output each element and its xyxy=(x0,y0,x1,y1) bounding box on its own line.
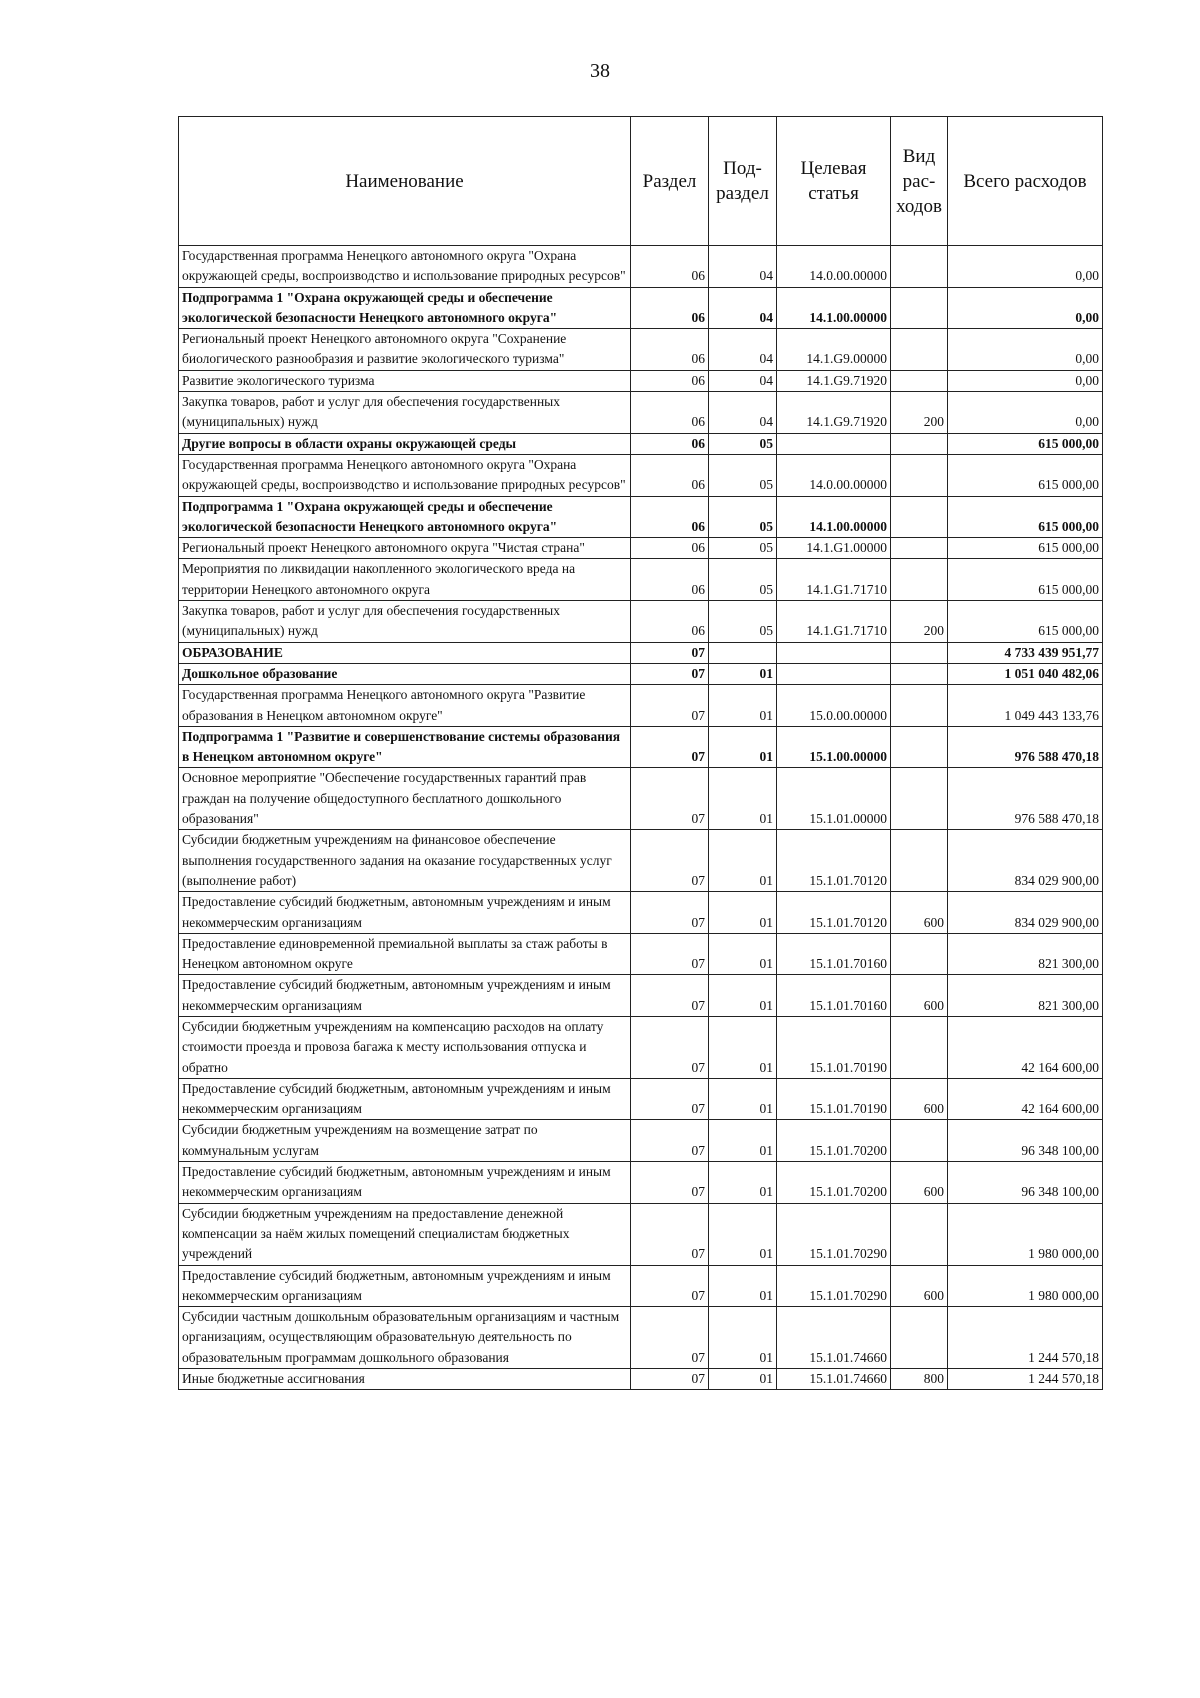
table-row xyxy=(179,370,1103,391)
cell-total: 615 000,00 xyxy=(948,433,1103,454)
cell-vid xyxy=(891,726,948,768)
table-row xyxy=(179,663,1103,684)
cell-statya: 14.1.G9.71920 xyxy=(777,392,891,434)
cell-name: Подпрограмма 1 "Развитие и совершенствование системы образования в Ненецком автономном округе" xyxy=(179,726,631,768)
cell-name: Субсидии бюджетным учреждениям на финансовое обеспечение выполнения государственного задания на оказание государственных услуг (выполнение работ) xyxy=(179,830,631,892)
cell-vid: 800 xyxy=(891,1369,948,1390)
cell-podrazdel: 01 xyxy=(709,1016,777,1078)
cell-vid xyxy=(891,454,948,496)
table-row xyxy=(179,1120,1103,1162)
cell-statya: 15.1.01.70190 xyxy=(777,1016,891,1078)
cell-name: Государственная программа Ненецкого автономного округа "Охрана окружающей среды, воспроизводство и использование природных ресурсов" xyxy=(179,454,631,496)
budget-table xyxy=(178,116,1103,1390)
cell-razdel: 07 xyxy=(631,768,709,830)
cell-razdel: 07 xyxy=(631,933,709,975)
cell-statya: 15.1.01.70120 xyxy=(777,830,891,892)
cell-total: 976 588 470,18 xyxy=(948,726,1103,768)
cell-vid xyxy=(891,768,948,830)
cell-name: Мероприятия по ликвидации накопленного экологического вреда на территории Ненецкого автономного округа xyxy=(179,559,631,601)
cell-statya: 14.1.G1.00000 xyxy=(777,538,891,559)
cell-podrazdel: 05 xyxy=(709,559,777,601)
header-podrazdel: Под- раздел xyxy=(709,117,777,246)
header-total: Всего расходов xyxy=(948,117,1103,246)
cell-razdel: 06 xyxy=(631,329,709,371)
cell-total: 1 244 570,18 xyxy=(948,1307,1103,1369)
cell-vid xyxy=(891,559,948,601)
cell-vid xyxy=(891,933,948,975)
header-statya: Целевая статья xyxy=(777,117,891,246)
cell-razdel: 07 xyxy=(631,1307,709,1369)
cell-statya: 14.0.00.00000 xyxy=(777,246,891,288)
cell-statya: 15.0.00.00000 xyxy=(777,685,891,727)
table-row xyxy=(179,1265,1103,1307)
cell-razdel: 07 xyxy=(631,1265,709,1307)
cell-statya: 15.1.01.70160 xyxy=(777,933,891,975)
cell-statya: 14.1.G1.71710 xyxy=(777,559,891,601)
cell-total: 615 000,00 xyxy=(948,601,1103,643)
cell-total: 96 348 100,00 xyxy=(948,1162,1103,1204)
cell-vid xyxy=(891,1120,948,1162)
cell-razdel: 07 xyxy=(631,1369,709,1390)
cell-podrazdel: 01 xyxy=(709,892,777,934)
cell-total: 4 733 439 951,77 xyxy=(948,642,1103,663)
cell-statya: 15.1.01.70190 xyxy=(777,1078,891,1120)
cell-name: Предоставление субсидий бюджетным, автономным учреждениям и иным некоммерческим организациям xyxy=(179,1265,631,1307)
cell-razdel: 06 xyxy=(631,370,709,391)
cell-vid xyxy=(891,1203,948,1265)
table-row xyxy=(179,1307,1103,1369)
cell-name: Региональный проект Ненецкого автономного округа "Чистая страна" xyxy=(179,538,631,559)
table-row xyxy=(179,933,1103,975)
cell-razdel: 06 xyxy=(631,601,709,643)
table-row xyxy=(179,892,1103,934)
cell-podrazdel: 05 xyxy=(709,538,777,559)
table-row xyxy=(179,601,1103,643)
cell-statya: 15.1.00.00000 xyxy=(777,726,891,768)
table-header-row xyxy=(179,117,1103,246)
table-row xyxy=(179,538,1103,559)
cell-name: ОБРАЗОВАНИЕ xyxy=(179,642,631,663)
cell-total: 96 348 100,00 xyxy=(948,1120,1103,1162)
cell-statya: 14.1.00.00000 xyxy=(777,496,891,538)
cell-podrazdel: 01 xyxy=(709,1162,777,1204)
cell-podrazdel: 01 xyxy=(709,830,777,892)
cell-total: 615 000,00 xyxy=(948,496,1103,538)
cell-name: Закупка товаров, работ и услуг для обеспечения государственных (муниципальных) нужд xyxy=(179,392,631,434)
cell-podrazdel: 01 xyxy=(709,933,777,975)
cell-razdel: 06 xyxy=(631,454,709,496)
cell-podrazdel: 04 xyxy=(709,287,777,329)
cell-total: 42 164 600,00 xyxy=(948,1016,1103,1078)
cell-vid: 600 xyxy=(891,1078,948,1120)
cell-vid: 600 xyxy=(891,1162,948,1204)
table-row xyxy=(179,454,1103,496)
cell-total: 834 029 900,00 xyxy=(948,830,1103,892)
cell-name: Предоставление субсидий бюджетным, автономным учреждениям и иным некоммерческим организациям xyxy=(179,892,631,934)
cell-podrazdel: 01 xyxy=(709,1078,777,1120)
cell-name: Развитие экологического туризма xyxy=(179,370,631,391)
cell-razdel: 07 xyxy=(631,892,709,934)
cell-name: Государственная программа Ненецкого автономного округа "Развитие образования в Ненецком автономном округе" xyxy=(179,685,631,727)
cell-statya: 14.1.00.00000 xyxy=(777,287,891,329)
cell-total: 0,00 xyxy=(948,370,1103,391)
cell-total: 1 980 000,00 xyxy=(948,1203,1103,1265)
header-name: Наименование xyxy=(179,117,631,246)
table-row xyxy=(179,496,1103,538)
table-row xyxy=(179,392,1103,434)
cell-statya xyxy=(777,433,891,454)
cell-name: Региональный проект Ненецкого автономного округа "Сохранение биологического разнообразия и развитие экологического туризма" xyxy=(179,329,631,371)
cell-vid: 200 xyxy=(891,392,948,434)
table-row xyxy=(179,1016,1103,1078)
cell-name: Иные бюджетные ассигнования xyxy=(179,1369,631,1390)
cell-statya: 14.1.G9.00000 xyxy=(777,329,891,371)
cell-podrazdel: 01 xyxy=(709,726,777,768)
cell-total: 976 588 470,18 xyxy=(948,768,1103,830)
cell-vid: 600 xyxy=(891,975,948,1017)
cell-statya: 14.1.G1.71710 xyxy=(777,601,891,643)
cell-statya: 15.1.01.70290 xyxy=(777,1203,891,1265)
cell-total: 834 029 900,00 xyxy=(948,892,1103,934)
cell-podrazdel xyxy=(709,642,777,663)
cell-vid xyxy=(891,370,948,391)
cell-name: Другие вопросы в области охраны окружающей среды xyxy=(179,433,631,454)
cell-podrazdel: 01 xyxy=(709,685,777,727)
cell-name: Государственная программа Ненецкого автономного округа "Охрана окружающей среды, воспроизводство и использование природных ресурсов" xyxy=(179,246,631,288)
cell-podrazdel: 04 xyxy=(709,329,777,371)
cell-vid xyxy=(891,642,948,663)
table-row xyxy=(179,246,1103,288)
cell-statya: 15.1.01.70160 xyxy=(777,975,891,1017)
cell-name: Подпрограмма 1 "Охрана окружающей среды и обеспечение экологической безопасности Ненецкого автономного округа" xyxy=(179,496,631,538)
cell-vid xyxy=(891,496,948,538)
cell-statya: 14.0.00.00000 xyxy=(777,454,891,496)
cell-statya xyxy=(777,642,891,663)
table-row xyxy=(179,433,1103,454)
cell-name: Субсидии бюджетным учреждениям на возмещение затрат по коммунальным услугам xyxy=(179,1120,631,1162)
table-row xyxy=(179,287,1103,329)
cell-name: Субсидии частным дошкольным образовательным организациям и частным организациям, осуществляющим образовательную деятельность по образовательным программам дошкольного образования xyxy=(179,1307,631,1369)
cell-podrazdel: 05 xyxy=(709,433,777,454)
table-row xyxy=(179,1162,1103,1204)
cell-total: 0,00 xyxy=(948,392,1103,434)
cell-podrazdel: 05 xyxy=(709,454,777,496)
table-row xyxy=(179,726,1103,768)
table-row xyxy=(179,329,1103,371)
cell-name: Дошкольное образование xyxy=(179,663,631,684)
cell-total: 615 000,00 xyxy=(948,559,1103,601)
cell-podrazdel: 01 xyxy=(709,1369,777,1390)
cell-statya: 14.1.G9.71920 xyxy=(777,370,891,391)
cell-statya: 15.1.01.70120 xyxy=(777,892,891,934)
cell-statya: 15.1.01.00000 xyxy=(777,768,891,830)
cell-podrazdel: 04 xyxy=(709,246,777,288)
cell-podrazdel: 01 xyxy=(709,768,777,830)
cell-razdel: 07 xyxy=(631,1162,709,1204)
cell-razdel: 07 xyxy=(631,1016,709,1078)
cell-podrazdel: 01 xyxy=(709,1307,777,1369)
cell-name: Субсидии бюджетным учреждениям на компенсацию расходов на оплату стоимости проезда и провоза багажа к месту использования отпуска и обратно xyxy=(179,1016,631,1078)
table-row xyxy=(179,830,1103,892)
cell-name: Предоставление единовременной премиальной выплаты за стаж работы в Ненецком автономном округе xyxy=(179,933,631,975)
cell-vid xyxy=(891,433,948,454)
cell-vid xyxy=(891,1016,948,1078)
cell-vid xyxy=(891,329,948,371)
cell-podrazdel: 01 xyxy=(709,975,777,1017)
cell-vid xyxy=(891,1307,948,1369)
cell-total: 0,00 xyxy=(948,287,1103,329)
cell-statya: 15.1.01.74660 xyxy=(777,1307,891,1369)
cell-podrazdel: 04 xyxy=(709,392,777,434)
cell-razdel: 06 xyxy=(631,538,709,559)
table-row xyxy=(179,1369,1103,1390)
cell-podrazdel: 05 xyxy=(709,601,777,643)
cell-podrazdel: 05 xyxy=(709,496,777,538)
cell-total: 615 000,00 xyxy=(948,538,1103,559)
cell-vid xyxy=(891,538,948,559)
cell-statya: 15.1.01.70290 xyxy=(777,1265,891,1307)
cell-total: 1 051 040 482,06 xyxy=(948,663,1103,684)
cell-podrazdel: 01 xyxy=(709,1265,777,1307)
cell-vid xyxy=(891,287,948,329)
cell-total: 0,00 xyxy=(948,329,1103,371)
cell-total: 821 300,00 xyxy=(948,933,1103,975)
cell-name: Основное мероприятие "Обеспечение государственных гарантий прав граждан на получение общедоступного бесплатного дошкольного образования" xyxy=(179,768,631,830)
cell-razdel: 06 xyxy=(631,287,709,329)
cell-razdel: 07 xyxy=(631,830,709,892)
cell-razdel: 07 xyxy=(631,1078,709,1120)
table-row xyxy=(179,1078,1103,1120)
cell-razdel: 07 xyxy=(631,1203,709,1265)
table-row xyxy=(179,685,1103,727)
cell-vid xyxy=(891,246,948,288)
table-row xyxy=(179,642,1103,663)
cell-podrazdel: 01 xyxy=(709,1120,777,1162)
cell-name: Предоставление субсидий бюджетным, автономным учреждениям и иным некоммерческим организациям xyxy=(179,1162,631,1204)
table-row xyxy=(179,975,1103,1017)
cell-total: 615 000,00 xyxy=(948,454,1103,496)
cell-statya: 15.1.01.70200 xyxy=(777,1120,891,1162)
cell-total: 1 980 000,00 xyxy=(948,1265,1103,1307)
cell-razdel: 06 xyxy=(631,246,709,288)
cell-razdel: 07 xyxy=(631,642,709,663)
header-vid: Вид рас- ходов xyxy=(891,117,948,246)
cell-vid: 600 xyxy=(891,892,948,934)
cell-name: Подпрограмма 1 "Охрана окружающей среды и обеспечение экологической безопасности Ненецкого автономного округа" xyxy=(179,287,631,329)
cell-name: Закупка товаров, работ и услуг для обеспечения государственных (муниципальных) нужд xyxy=(179,601,631,643)
cell-statya xyxy=(777,663,891,684)
cell-razdel: 07 xyxy=(631,663,709,684)
cell-podrazdel: 01 xyxy=(709,663,777,684)
cell-razdel: 07 xyxy=(631,685,709,727)
cell-name: Предоставление субсидий бюджетным, автономным учреждениям и иным некоммерческим организациям xyxy=(179,975,631,1017)
header-razdel: Раздел xyxy=(631,117,709,246)
cell-razdel: 06 xyxy=(631,433,709,454)
table-row xyxy=(179,768,1103,830)
table-row xyxy=(179,559,1103,601)
cell-podrazdel: 04 xyxy=(709,370,777,391)
table-body xyxy=(179,246,1103,1390)
cell-razdel: 06 xyxy=(631,496,709,538)
cell-razdel: 06 xyxy=(631,559,709,601)
cell-total: 1 049 443 133,76 xyxy=(948,685,1103,727)
cell-razdel: 07 xyxy=(631,975,709,1017)
cell-vid xyxy=(891,830,948,892)
cell-name: Предоставление субсидий бюджетным, автономным учреждениям и иным некоммерческим организациям xyxy=(179,1078,631,1120)
cell-razdel: 07 xyxy=(631,726,709,768)
cell-total: 42 164 600,00 xyxy=(948,1078,1103,1120)
cell-razdel: 07 xyxy=(631,1120,709,1162)
cell-razdel: 06 xyxy=(631,392,709,434)
cell-statya: 15.1.01.74660 xyxy=(777,1369,891,1390)
cell-podrazdel: 01 xyxy=(709,1203,777,1265)
cell-total: 0,00 xyxy=(948,246,1103,288)
page-number: 38 xyxy=(590,60,610,82)
cell-vid: 600 xyxy=(891,1265,948,1307)
cell-vid xyxy=(891,663,948,684)
cell-vid xyxy=(891,685,948,727)
cell-vid: 200 xyxy=(891,601,948,643)
cell-statya: 15.1.01.70200 xyxy=(777,1162,891,1204)
cell-total: 1 244 570,18 xyxy=(948,1369,1103,1390)
cell-name: Субсидии бюджетным учреждениям на предоставление денежной компенсации за наём жилых помещений специалистам бюджетных учреждений xyxy=(179,1203,631,1265)
cell-total: 821 300,00 xyxy=(948,975,1103,1017)
table-row xyxy=(179,1203,1103,1265)
